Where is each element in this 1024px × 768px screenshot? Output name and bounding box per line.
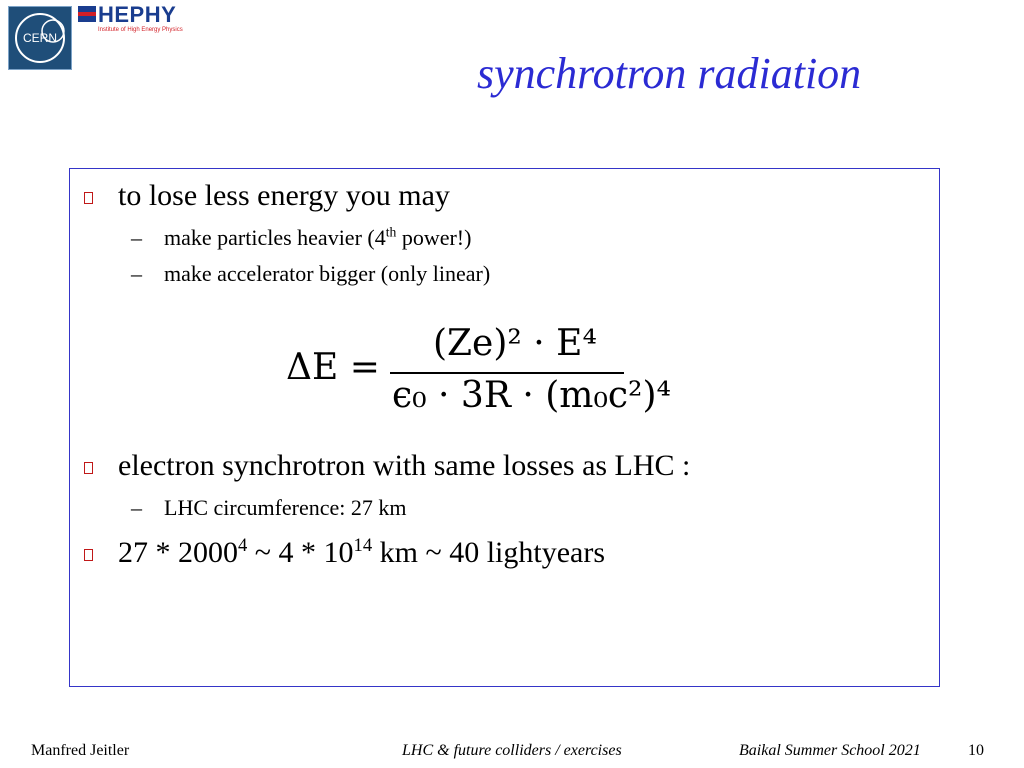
bullet-text: to lose less energy you may [118,179,450,212]
formula-fraction-bar [390,372,624,374]
formula-lhs: ΔE = [286,347,380,388]
formula-denominator: ϵ₀ · 3R · (m₀c²)⁴ [392,375,671,416]
slide-title: synchrotron radiation [477,49,862,98]
cern-logo [8,6,72,70]
subitem-text: LHC circumference: 27 km [164,495,407,520]
bullet-icon [84,192,93,204]
subitem-text: make accelerator bigger (only linear) [164,261,491,286]
hephy-logo [78,4,188,38]
footer-author: Manfred Jeitler [31,742,130,759]
dash-icon: – [131,495,142,520]
bullet-text-part: ~ 4 * 10 [247,536,354,569]
cern-logo-text: CERN [22,31,57,45]
footer-course: LHC & future colliders / exercises [402,742,622,759]
bullet-text [118,535,605,569]
subitem-text [164,224,472,250]
bullet-icon [84,549,93,561]
formula-numerator: (Ze)² · E⁴ [433,323,597,364]
bullet-text-part: 27 * 2000 [118,536,238,569]
bullet-icon [84,462,93,474]
subitem-text-sup: th [385,224,397,240]
hephy-logo-name: HEPHY [98,2,177,27]
bullet-text-sup: 4 [238,535,248,556]
hephy-logo-subtitle: Institute of High Energy Physics [98,27,183,33]
page-number: 10 [968,742,984,759]
dash-icon: – [131,261,142,286]
bullet-text-part: km ~ 40 lightyears [372,536,605,569]
dash-icon: – [131,225,142,250]
footer-event: Baikal Summer School 2021 [739,742,921,759]
bullet-text: electron synchrotron with same losses as LHC : [118,449,691,482]
hephy-flag-icon [78,6,96,22]
subitem-text-prefix: make particles heavier (4 [164,225,386,250]
bullet-text-sup: 14 [353,535,373,556]
subitem-text-suffix: power!) [396,225,472,250]
